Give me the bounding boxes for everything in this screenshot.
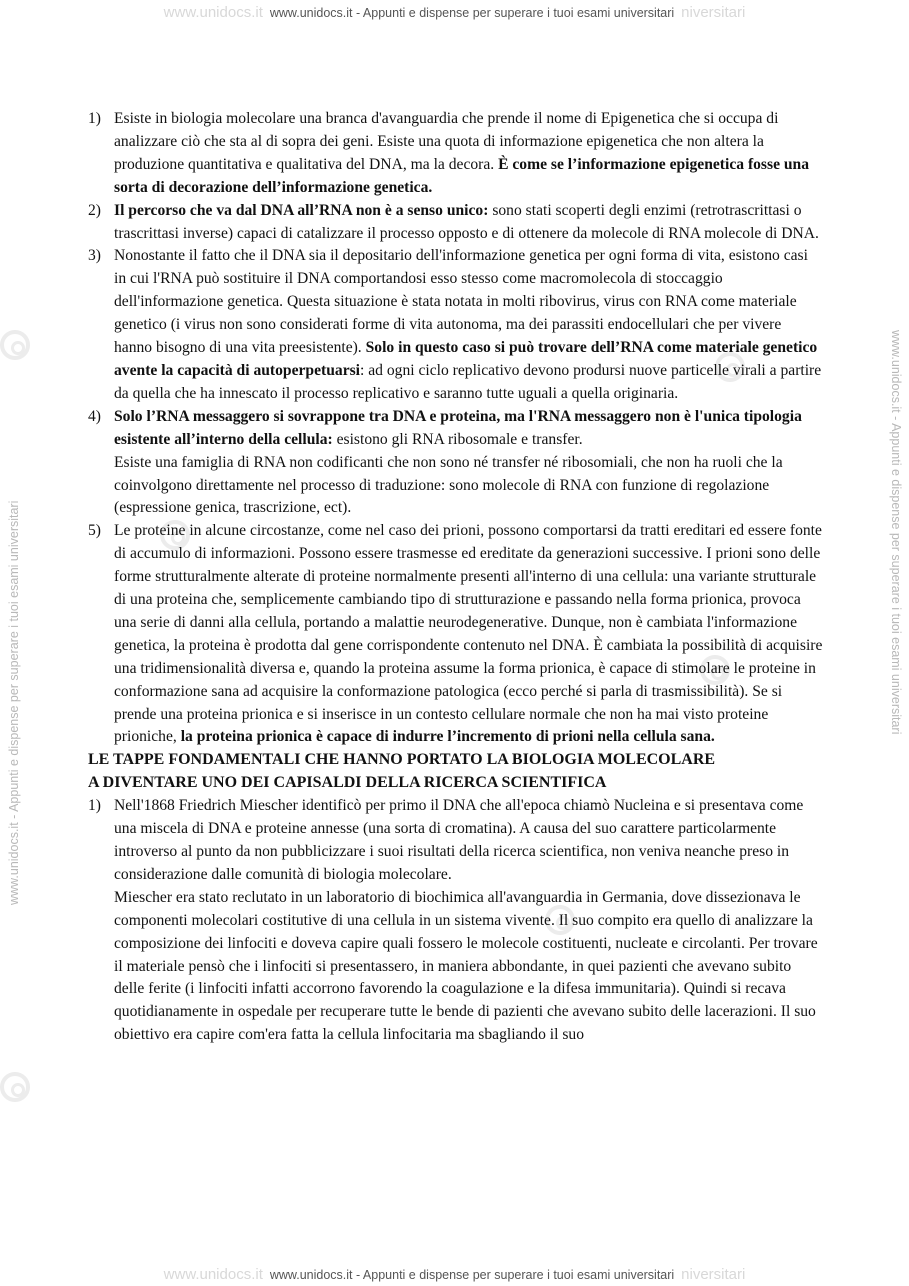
list-item [88, 200, 823, 246]
body-text: esistono gli RNA ribosomale e transfer. [336, 430, 583, 448]
list-item-number: 5) [88, 522, 101, 540]
feature-list [88, 108, 823, 749]
section-title [88, 749, 823, 795]
list-item [88, 108, 823, 200]
section-title-line: LE TAPPE FONDAMENTALI CHE HANNO PORTATO LA BIOLOGIA MOLECOLARE [88, 751, 716, 769]
milestones-list [88, 795, 823, 1047]
list-item-text [114, 795, 823, 887]
list-item-number: 3) [88, 247, 101, 265]
document-body [88, 108, 823, 1047]
section-title-line: A DIVENTARE UNO DEI CAPISALDI DELLA RICERCA SCIENTIFICA [88, 774, 607, 792]
watermark-footer: www.unidocs.it www.unidocs.it - Appunti e dispense per superare i tuoi esami universitari niversitari [163, 1266, 746, 1283]
list-item-text [114, 245, 823, 405]
list-item [88, 520, 823, 749]
watermark-header: www.unidocs.it www.unidocs.it - Appunti e dispense per superare i tuoi esami universitari niversitari [163, 4, 746, 21]
bold-text: Solo in questo caso si può trovare dell’RNA come materiale genetico avente la capacità di autoperpetuarsi [114, 339, 818, 379]
list-item [88, 245, 823, 405]
bold-text: È come se l’informazione epigenetica fosse una sorta di decorazione dell’informazione genetica. [114, 155, 810, 196]
list-item-text [114, 520, 823, 749]
list-item-text [114, 200, 823, 246]
list-item-number: 2) [88, 201, 101, 219]
watermark-left: www.unidocs.it - Appunti e dispense per superare i tuoi esami universitari [7, 500, 21, 905]
body-text: sono stati scoperti degli enzimi (retrotrascrittasi o trascrittasi inverse) capaci di catalizzare il processo opposto e di ottenere da molecole di RNA molecole di DNA. [114, 201, 819, 242]
body-text: Le proteine in alcune circostanze, come nel caso dei prioni, possono comportarsi da tratti ereditari ed essere fonte di accumulo di informazioni. Possono essere trasmesse ed ereditate da generazioni successive. I prioni sono delle forme strutturalmente alterate di proteine normalmente presenti all'interno di una cellula: una variante strutturale di una proteina che, semplicemente cambiando tipo di strutturazione e passando nella forma prionica, provoca una serie di danni alla cellula, portando a malattie neurodegenerative. Dunque, non è cambiata l'informazione genetica, la proteina è prodotta dal gene corrispondente contenuto nel DNA. È cambiata la possibilità di acquisire una tridimensionalità diversa e, quando la proteina assume la forma prionica, è capace di stimolare le proteine in conformazione sana ad acquisire la conformazione patologica (ecco perché si parla di trasmissibilità). Se si prende una proteina prionica e si inserisce in un contesto cellulare normale che non ha mai visto proteine prioniche, [114, 522, 823, 746]
body-text: Nonostante il fatto che il DNA sia il depositario dell'informazione genetica per ogni forma di vita, esistono casi in cui l'RNA può sostituire il DNA comportandosi esso stesso come macromolecola di stoccaggio dell'informazione genetica. Questa situazione è stata notata in molti ribovirus, virus con RNA come materiale genetico (i virus non sono considerati forme di vita autonoma, ma dei parassiti endocellulari che per vivere hanno bisogno di una vita preesistente). [114, 247, 808, 357]
body-text: Esiste in biologia molecolare una branca d'avanguardia che prende il nome di Epigenetica che si occupa di analizzare ciò che sta al di sopra dei geni. Esiste una quota di informazione epigenetica che non altera la produzione quantitativa e qualitativa del DNA, ma la decora. [114, 110, 779, 173]
list-item-text [114, 108, 823, 200]
list-item-paragraph: Esiste una famiglia di RNA non codificanti che non sono né transfer né ribosomiali, che non ha ruoli che la coinvolgono direttamente nel processo di traduzione: sono molecole di RNA con funzione di regolazione (espressione genica, trascrizione, ect). [114, 453, 783, 517]
list-item [88, 795, 823, 1047]
list-item-number: 1) [88, 110, 101, 127]
list-item-number: 4) [88, 407, 101, 425]
watermark-header-text: www.unidocs.it - Appunti e dispense per superare i tuoi esami universitari [269, 6, 675, 20]
list-item-text [114, 406, 823, 452]
watermark-right: www.unidocs.it - Appunti e dispense per superare i tuoi esami universitari [889, 330, 903, 735]
body-text: Nell'1868 Friedrich Miescher identificò per primo il DNA che all'epoca chiamò Nucleina e si presentava come una miscela di DNA e proteine annesse (una sorta di cromatina). A causa del suo carattere particolarmente introverso al punto da non pubblicizzare i suoi risultati della ricerca scientifica, non veniva neanche preso in considerazione dalle comunità di biologia molecolare. [114, 797, 804, 883]
bold-text: la proteina prionica è capace di indurre l’incremento di prioni nella cellula sana. [180, 728, 715, 746]
watermark-logo-icon [0, 330, 30, 360]
bold-text: Il percorso che va dal DNA all’RNA non è a senso unico: [114, 201, 493, 219]
list-item-number: 1) [88, 797, 101, 815]
list-item-paragraph: Miescher era stato reclutato in un laboratorio di biochimica all'avanguardia in Germania, dove dissezionava le componenti molecolari costitutive di una cellula in un sistema vivente. Il suo compito era quello di analizzare la composizione dei linfociti e doveva capire quali fossero le molecole costituenti, nucleate e circolanti. Per trovare il materiale pensò che i linfociti si presentassero, in maniera abbondante, in quei pazienti che avevano subito delle ferite (i linfociti infatti accorrono favorendo la coagulazione e la difesa immunitaria). Quindi si recava quotidianamente in ospedale per recuperare tutte le bende di pazienti che avevano subito delle lacerazioni. Il suo obiettivo era capire com'era fatta la cellula linfocitaria ma sbagliando il suo [114, 888, 818, 1044]
body-text: : ad ogni ciclo replicativo devono prodursi nuove particelle virali a partire da quella che ha innescato il processo replicativo e saranno tutte uguali a quella originaria. [114, 361, 822, 402]
watermark-logo-icon [0, 1072, 30, 1102]
bold-text: Solo l’RNA messaggero si sovrappone tra DNA e proteina, ma l'RNA messaggero non è l'unica tipologia esistente all’interno della cellula: [114, 407, 802, 448]
watermark-footer-text: www.unidocs.it - Appunti e dispense per superare i tuoi esami universitari [269, 1268, 675, 1282]
list-item [88, 406, 823, 521]
